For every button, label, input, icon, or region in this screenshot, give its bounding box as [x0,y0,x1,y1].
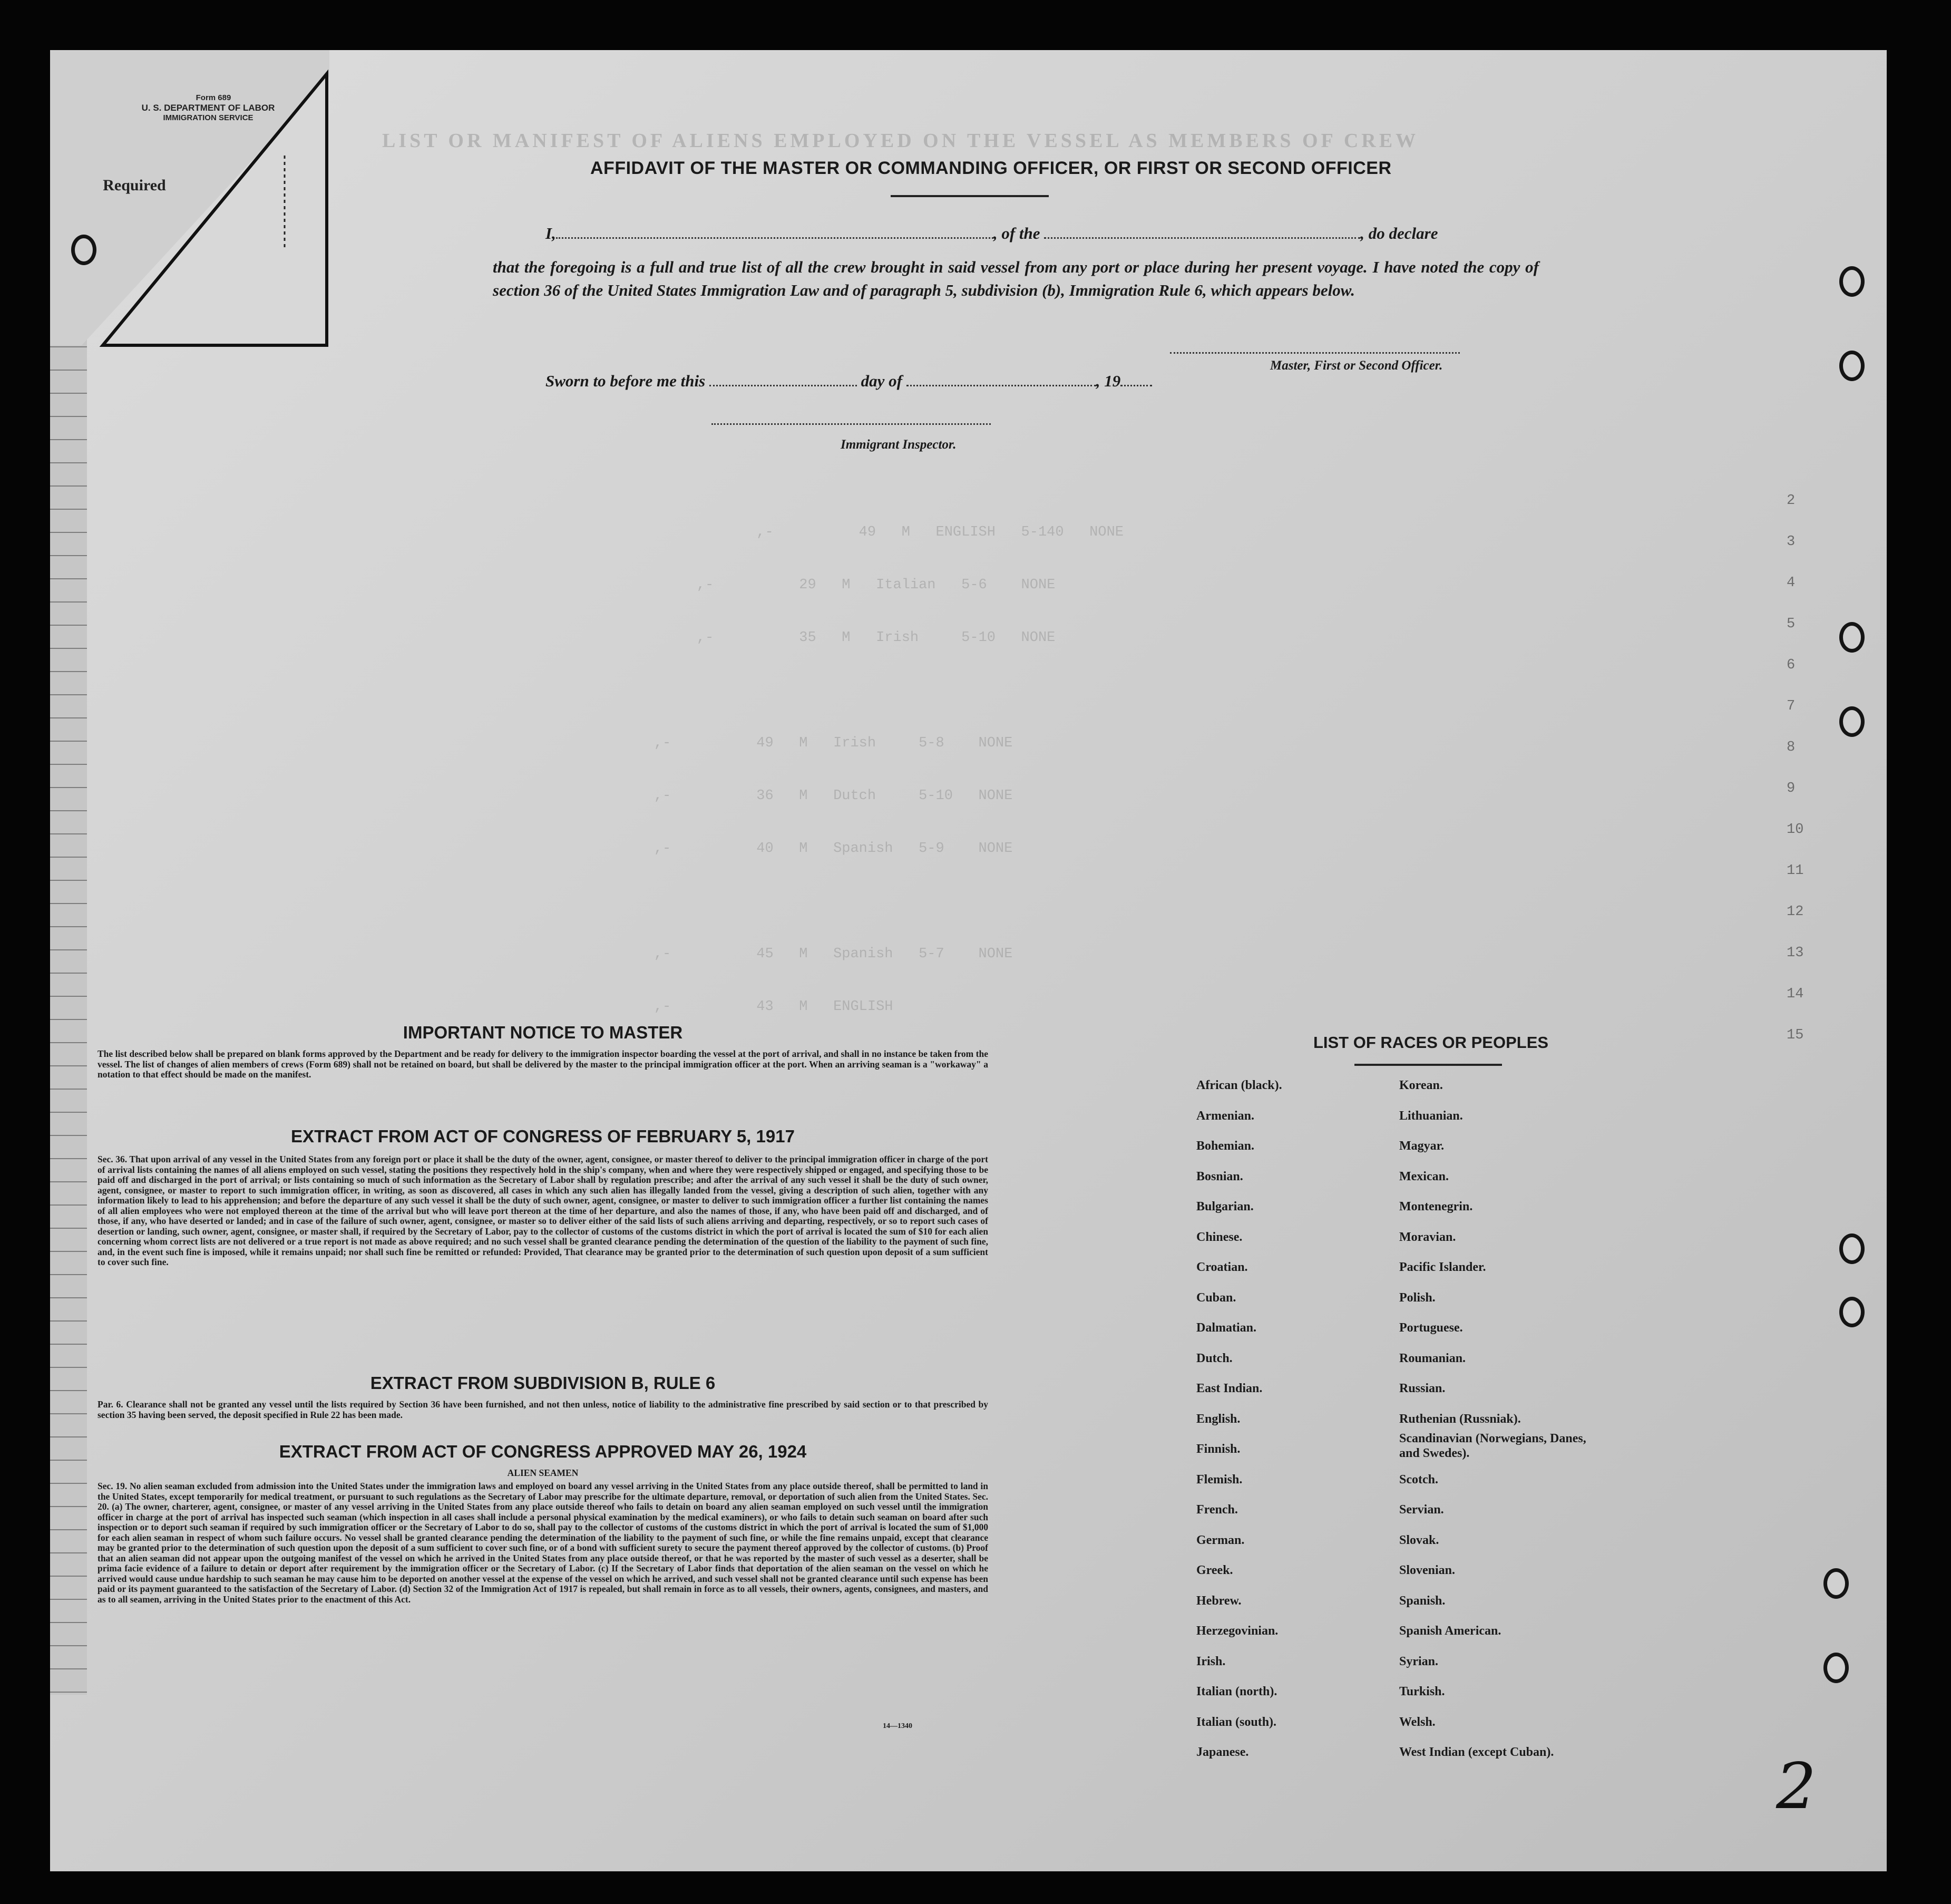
show-through-row: ,- 29 M Italian 5-6 NONE [577,577,1056,593]
rule-6-text: Par. 6. Clearance shall not be granted any vessel until the lists required by Section 36 have been furnished, and not then unless, notice of liability to the administrative fine prescribed by said section or to that prescribed by section 35 having been served, the deposit specified in Rule 22 has been made. [97,1399,988,1420]
race-item: Servian. [1399,1503,1444,1517]
punch-hole [1839,1297,1865,1327]
row-number: 2 [1787,493,1796,509]
race-item: Flemish. [1196,1472,1243,1487]
race-item: Montenegrin. [1399,1200,1473,1213]
show-through-row: ,- 45 M Spanish 5-7 NONE [577,946,1013,962]
affidavit-title-rule [891,195,1049,197]
race-item: Finnish. [1196,1442,1241,1456]
show-through-row: ,- 36 M Dutch 5-10 NONE [577,788,1013,804]
row-number: 3 [1787,534,1796,550]
notice-text: The list described below shall be prepared on blank forms approved by the Department and be ready for delivery to the immigration inspector boarding the vessel at the port of arrival, and shall in no instance be taken from the vessel. The list of changes of alien members of crews (Form 689) shall not be retained on board, but shall be delivered by the master to the principal immigration officer at the port. When an arriving seaman is a "workaway" a notation to that effect should be made on the manifest. [97,1048,988,1080]
race-item: Japanese. [1196,1745,1249,1759]
show-through-row: ,- 43 M ENGLISH [577,999,893,1015]
race-item: Croatian. [1196,1260,1248,1274]
affidavit-i: I, [545,224,556,242]
race-item: Polish. [1399,1290,1436,1305]
race-item: Dalmatian. [1196,1321,1256,1335]
race-item: Slovak. [1399,1533,1439,1547]
show-through-row: ,- 49 M Irish 5-8 NONE [577,735,1013,751]
race-item: Bohemian. [1196,1139,1255,1153]
race-item: Cuban. [1196,1290,1236,1305]
extract-1917-title: EXTRACT FROM ACT OF CONGRESS OF FEBRUARY 5, 1917 [291,1126,795,1146]
race-item: Dutch. [1196,1351,1233,1365]
punch-hole [71,235,96,265]
race-item: Pacific Islander. [1399,1260,1486,1274]
show-through-row: ,- 35 M Irish 5-10 NONE [577,630,1056,646]
row-number: 14 [1787,986,1804,1002]
race-item: Roumanian. [1399,1351,1466,1365]
row-number: 6 [1787,657,1796,673]
race-item: Slovenian. [1399,1563,1456,1577]
race-item: English. [1196,1412,1241,1426]
race-item: Bosnian. [1196,1169,1243,1183]
show-through-header: LIST OR MANIFEST OF ALIENS EMPLOYED ON THE VESSEL AS MEMBERS OF CREW [382,130,1419,152]
corner-required: Required [103,177,166,194]
punch-hole [1839,1233,1865,1264]
notice-title: IMPORTANT NOTICE TO MASTER [403,1023,683,1042]
race-item: Magyar. [1399,1139,1445,1153]
extract-1924-title: EXTRACT FROM ACT OF CONGRESS APPROVED MAY 26, 1924 [279,1442,807,1461]
extract-1917-text: Sec. 36. That upon arrival of any vessel in the United States from any foreign port or place it shall be the duty of the owner, agent, consignee, or master thereof to deliver to the principal immigration officer in charge of the port of arrival lists containing the names of all aliens employed on such vessel, stating the positions they respectively hold in the ship's company, when and where they were respectively shipped or engaged, and specifying those to be paid off and discharged in the port of arrival; or lists containing so much of such information as the Secretary of Labor shall by regulation prescribe; and after the arrival of any such vessel it shall be the duty of such owner, agent, consignee, or master to report to such immigration officer, in writing, as soon as discovered, all cases in which any such alien has illegally landed from the vessel, giving a description of such alien, together with any information likely to lead to his apprehension; and before the departure of any such vessel it shall be the duty of such owner, agent, consignee, or master to deliver to such immigration officer a further list containing the names of all alien employees who were not employed thereon at the time of the arrival but who will leave port thereon at the time of her departure, and also the names of those, if any, who have been paid off and discharged, and of those, if any, who have deserted or landed; and in case of the failure of such owner, agent, consignee, or master so to deliver either of the said lists of such aliens arriving and departing, respectively, or so to report such cases of desertion or landing, such owner, agent, consignee, or master shall, if required by the Secretary of Labor, pay to the collector of customs of the customs district in which the port of arrival is located the sum of $10 for each alien concerning whom correct lists are not delivered or a true report is not made as above required; and no such vessel shall be granted clearance pending the determination of the question of the liability to the payment of such fine, and, in the event such fine is imposed, while it remains unpaid; nor shall such fine be remitted or refunded: Provided, That clearance may be granted prior to the determination of such question upon deposit of a sum sufficient to cover such fine. [97,1154,988,1267]
race-item: Bulgarian. [1196,1200,1254,1213]
race-item: Spanish. [1399,1594,1446,1608]
row-number: 12 [1787,904,1804,920]
race-item: Moravian. [1399,1230,1456,1244]
master-signature-label: Master, First or Second Officer. [1270,358,1443,373]
race-item: Ruthenian (Russniak). [1399,1412,1521,1426]
affidavit-paragraph: that the foregoing is a full and true list of all the crew brought in said vessel from any port or place during her present voyage. I have noted the copy of section 36 of the United States Immigration Law and of paragraph 5, subdivision (b), Immigration Rule 6, which appears below. [493,258,1539,299]
corner-department: U. S. DEPARTMENT OF LABOR [141,103,275,113]
race-item: German. [1196,1533,1245,1547]
show-through-row: ,- 40 M Spanish 5-9 NONE [577,841,1013,857]
affidavit-title: AFFIDAVIT OF THE MASTER OR COMMANDING OFFICER, OR FIRST OR SECOND OFFICER [590,158,1392,178]
race-item: Italian (south). [1196,1715,1277,1729]
day-of-text: day of [861,372,902,390]
race-item: Chinese. [1196,1230,1243,1244]
race-item: French. [1196,1503,1238,1517]
race-item: Spanish American. [1399,1624,1501,1638]
row-number: 5 [1787,616,1796,632]
punch-hole [1839,622,1865,653]
race-item: Portuguese. [1399,1321,1463,1335]
affidavit-declaration-line [545,224,1438,243]
race-item: Welsh. [1399,1715,1436,1729]
race-item: Korean. [1399,1079,1443,1092]
affidavit-do-declare: , do declare [1360,224,1438,242]
row-number: 7 [1787,698,1796,714]
races-title-rule [1354,1064,1502,1066]
affidavit-of-the: , of the [993,224,1040,242]
manifest-sheet [50,50,1887,1871]
race-item: Turkish. [1399,1685,1445,1698]
form-code: 14—1340 [883,1722,912,1730]
race-item: East Indian. [1196,1382,1263,1395]
row-number: 10 [1787,822,1804,838]
race-item: Russian. [1399,1382,1446,1395]
punch-hole [1839,706,1865,737]
rule-6-title: EXTRACT FROM SUBDIVISION B, RULE 6 [370,1373,716,1393]
corner-form-number: Form 689 [196,93,231,102]
race-item: Mexican. [1399,1169,1449,1183]
race-item: Scotch. [1399,1472,1438,1487]
race-item: Hebrew. [1196,1594,1242,1608]
race-item: Irish. [1196,1654,1226,1668]
punch-hole [1839,351,1865,381]
race-item: Syrian. [1399,1654,1439,1668]
race-item: African (black). [1196,1079,1282,1092]
sworn-line [545,372,1152,391]
show-through-row: ,- 49 M ENGLISH 5-140 NONE [577,524,1124,540]
handwritten-mark: 2 [1776,1750,1817,1823]
punch-hole [1823,1653,1849,1683]
inspector-label: Immigrant Inspector. [841,438,957,452]
year-text: , 19 [1096,372,1121,390]
master-signature-line [1170,348,1460,354]
row-number: 15 [1787,1027,1804,1043]
extract-1924-text: Sec. 19. No alien seaman excluded from admission into the United States under the immigration laws and employed on board any vessel arriving in the United States from any place outside thereof, shall be permitted to land in the United States, except temporarily for medical treatment, or pursuant to such regulations as the Secretary of Labor may prescribe for the ultimate departure, removal, or deportation of such alien from the United States. Sec. 20. (a) The owner, charterer, agent, consignee, or master of any vessel arriving in the United States from any place outside thereof who fails to detain on board any alien seaman employed on such vessel until the immigration officer in charge at the port of arrival has inspected such seaman (which inspection in all cases shall include a personal physical examination by the medical examiners), or who fails to detain such seaman on board after such inspection or to deport such seaman if required by such immigration officer or the Secretary of Labor to do so, shall pay to the collector of customs of the customs district in which the port of arrival is located the sum of $1,000 for each alien seaman in respect of whom such failure occurs. No vessel shall be granted clearance pending the determination of the liability to the payment of such fine, or while the fine remains unpaid, except that clearance may be granted prior to the determination of such question upon the deposit of a sum sufficient to cover such fine, or of a bond with sufficient surety to secure the payment thereof approved by the collector of customs. (b) Proof that an alien seaman did not appear upon the outgoing manifest of the vessel on which he arrived in the United States from any place outside thereof, or that he was reported by the master of such vessel as a deserter, shall be prima facie evidence of a failure to detain or deport after requirement by the immigration officer or the Secretary of Labor. (c) If the Secretary of Labor finds that deportation of the alien seaman on the vessel on which he arrived would cause undue hardship to such seaman he may cause him to be deported on another vessel at the expense of the vessel on which he arrived, and such vessel shall not be granted clearance until such expense has been paid or its payment guaranteed to the satisfaction of the Secretary of Labor. (d) Section 32 of the Immigration Act of 1917 is repealed, but shall remain in force as to all vessels, their owners, agents, consignees, and masters, and as to all seamen, arriving in the United States prior to the enactment of this Act. [97,1481,988,1605]
ruled-margin [50,324,87,1695]
inspector-signature-line [711,419,991,425]
row-number: 13 [1787,945,1804,961]
race-item: Italian (north). [1196,1685,1277,1698]
row-number: 9 [1787,781,1796,796]
sworn-text: Sworn to before me this [545,372,706,390]
race-item: Lithuanian. [1399,1109,1463,1123]
race-item: Scandinavian (Norwegians, Danes, and Swedes). [1399,1432,1586,1460]
race-item: Herzegovinian. [1196,1624,1279,1638]
race-item: Greek. [1196,1563,1233,1577]
race-item: Armenian. [1196,1109,1254,1123]
row-number: 11 [1787,863,1804,879]
extract-1924-subtitle: ALIEN SEAMEN [507,1468,579,1478]
race-item: West Indian (except Cuban). [1399,1745,1554,1759]
row-number: 8 [1787,740,1796,755]
punch-hole [1839,266,1865,297]
punch-hole [1823,1568,1849,1599]
races-title: LIST OF RACES OR PEOPLES [1313,1033,1549,1052]
row-number: 4 [1787,575,1796,591]
corner-service: IMMIGRATION SERVICE [163,113,253,122]
